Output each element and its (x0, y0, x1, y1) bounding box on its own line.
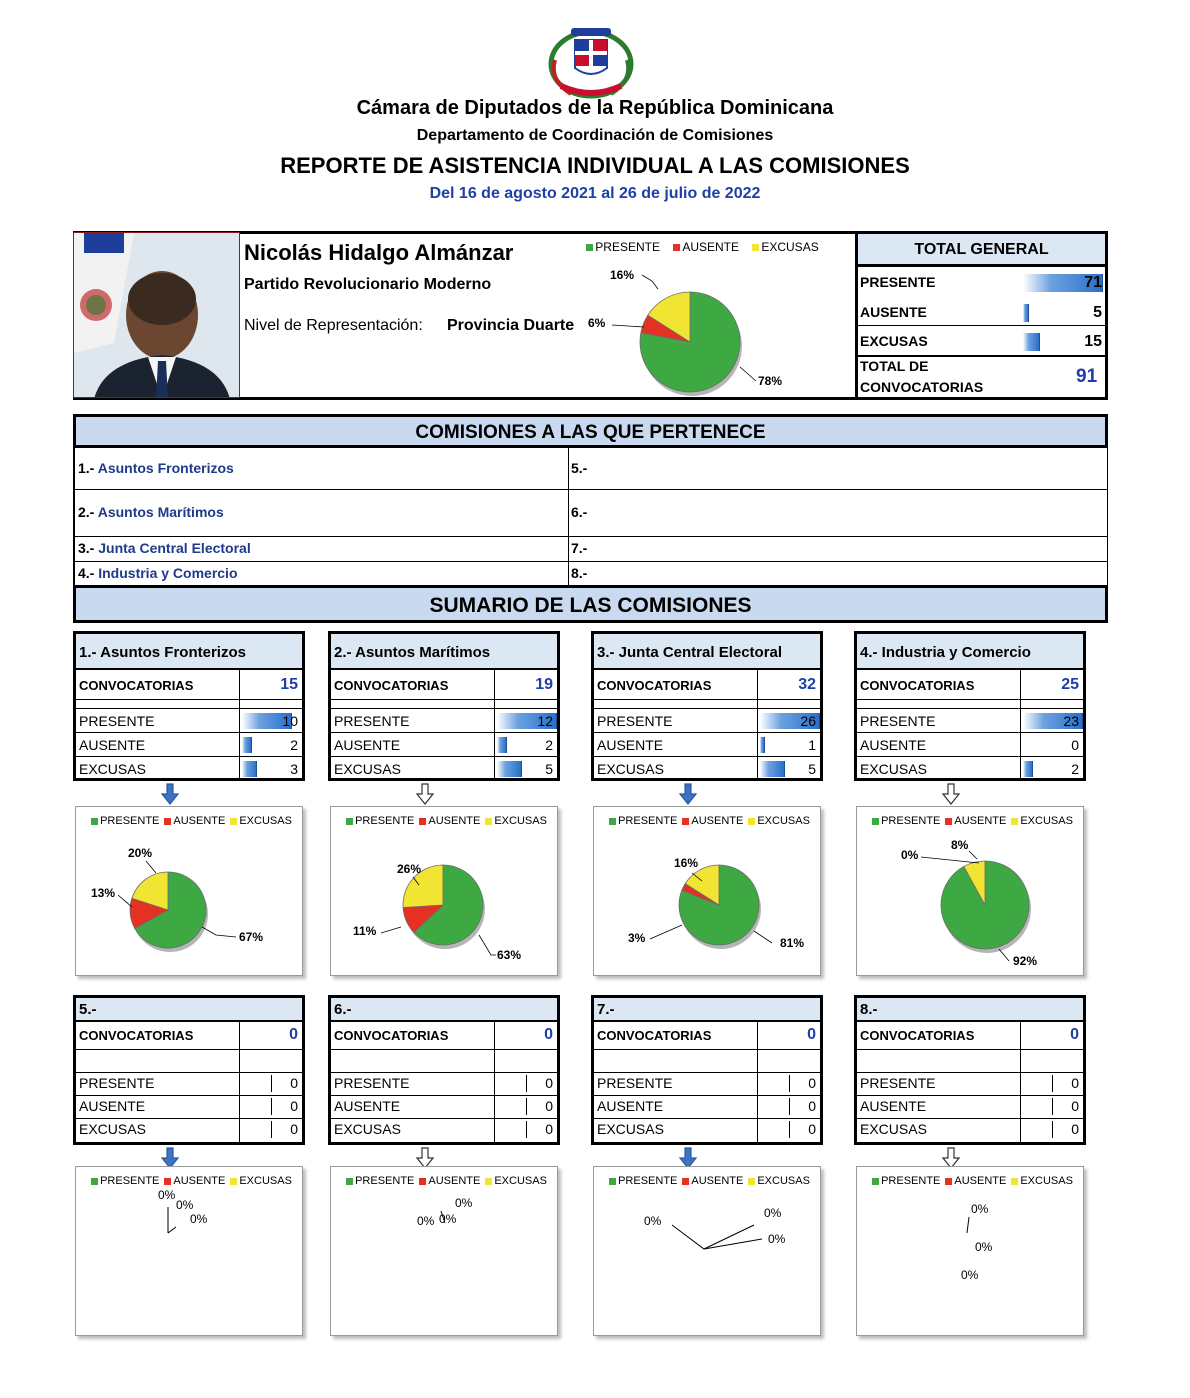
commission-pie-label-presente: 81% (780, 936, 805, 950)
legend-presente: PRESENTE (355, 1175, 415, 1187)
summary-header: SUMARIO DE LAS COMISIONES (73, 585, 1108, 623)
legend-presente: PRESENTE (595, 240, 660, 254)
presente-swatch (586, 244, 593, 251)
convocatorias-value: 15 (280, 676, 298, 693)
presente-value: 0 (808, 1075, 816, 1091)
down-arrow-icon (679, 783, 697, 805)
commission-card-title: 2.- Asuntos Marítimos (331, 634, 557, 670)
commission-card-6 (328, 995, 560, 1145)
excusas-value: 3 (290, 761, 298, 777)
zero-label: 0% (764, 1206, 782, 1220)
ausente-swatch (682, 818, 689, 825)
totals-label-excusas: EXCUSAS (860, 333, 928, 349)
legend-excusas: EXCUSAS (494, 815, 547, 827)
commission-pie-leader-excusas (146, 861, 156, 873)
main-chart-legend (560, 240, 840, 254)
commission-name: Industria y Comercio (98, 565, 238, 581)
ausente-label: AUSENTE (860, 737, 927, 753)
ausente-swatch (945, 818, 952, 825)
commission-pie-leader-presente (202, 927, 236, 937)
report-period: Del 16 de agosto 2021 al 26 de julio de 2022 (429, 185, 761, 202)
totals-bar-excusas (1023, 333, 1040, 351)
zero-label: 0% (961, 1268, 979, 1282)
ausente-value: 0 (808, 1098, 816, 1114)
commission-chart-1 (75, 806, 303, 976)
presente-swatch (346, 1178, 353, 1185)
ausente-swatch (164, 1178, 171, 1185)
commission-pie-label-excusas: 16% (674, 856, 699, 870)
legend-presente: PRESENTE (881, 1175, 941, 1187)
presente-swatch (609, 1178, 616, 1185)
presente-label: PRESENTE (334, 713, 410, 729)
commission-card-title: 3.- Junta Central Electoral (594, 634, 820, 670)
legend-ausente: AUSENTE (428, 1175, 481, 1187)
commission-pie-label-presente: 92% (1013, 954, 1038, 968)
commission-chart-7 (593, 1166, 821, 1336)
commission-empty-chart (331, 1187, 559, 1337)
convocatorias-value: 25 (1061, 676, 1079, 693)
chart-legend (76, 1175, 302, 1187)
commission-pie-leader-presente (479, 935, 496, 955)
ausente-label: AUSENTE (334, 1098, 401, 1114)
commission-pie-label-excusas: 8% (951, 838, 969, 852)
ausente-label: AUSENTE (597, 1098, 664, 1114)
chart-legend (331, 1175, 557, 1187)
excusas-value: 0 (1071, 1121, 1079, 1137)
commission-pie-label-presente: 67% (239, 930, 264, 944)
coat-of-arms-icon (545, 20, 637, 100)
ausente-label: AUSENTE (860, 1098, 927, 1114)
zero-label: 0% (439, 1212, 457, 1226)
totals-value-excusas: 15 (1084, 333, 1102, 350)
excusas-label: EXCUSAS (860, 1121, 927, 1137)
deputy-photo (73, 232, 240, 398)
excusas-swatch (752, 244, 759, 251)
legend-ausente: AUSENTE (691, 1175, 744, 1187)
zero-label: 0% (975, 1240, 993, 1254)
representation-value: Provincia Duarte (447, 317, 575, 334)
ausente-value: 1 (808, 737, 816, 753)
excusas-label: EXCUSAS (860, 761, 927, 777)
ausente-bar (526, 1098, 527, 1115)
excusas-label: EXCUSAS (79, 761, 146, 777)
zero-leader-line (704, 1239, 762, 1249)
commission-name: Asuntos Fronterizos (97, 460, 234, 476)
commission-name: Junta Central Electoral (98, 540, 251, 556)
excusas-value: 0 (545, 1121, 553, 1137)
excusas-value: 5 (808, 761, 816, 777)
zero-label: 0% (417, 1214, 435, 1228)
commission-card-title: 1.- Asuntos Fronterizos (76, 634, 302, 670)
legend-excusas: EXCUSAS (239, 1175, 292, 1187)
commission-item-2 (78, 504, 224, 520)
total-convocatorias-label-1: TOTAL DE (860, 358, 929, 374)
representation-label: Nivel de Representación: (244, 317, 423, 334)
convocatorias-label: CONVOCATORIAS (860, 1028, 975, 1043)
totals-bar-ausente (1023, 304, 1029, 322)
commission-item-3 (78, 540, 251, 556)
legend-excusas: EXCUSAS (239, 815, 292, 827)
commission-pie-leader-ausente (921, 857, 979, 863)
deputy-party: Partido Revolucionario Moderno (244, 276, 492, 293)
commission-item-6 (571, 504, 587, 520)
excusas-value: 0 (290, 1121, 298, 1137)
commission-card-3 (591, 631, 823, 781)
presente-label: PRESENTE (597, 1075, 673, 1091)
legend-ausente: AUSENTE (428, 815, 481, 827)
ausente-swatch (419, 818, 426, 825)
excusas-label: EXCUSAS (597, 1121, 664, 1137)
commissions-header: COMISIONES A LAS QUE PERTENECE (73, 414, 1108, 448)
zero-label: 0% (768, 1232, 786, 1246)
report-title: REPORTE DE ASISTENCIA INDIVIDUAL A LAS COMISIONES (280, 153, 910, 178)
legend-ausente: AUSENTE (954, 1175, 1007, 1187)
presente-swatch (872, 818, 879, 825)
convocatorias-label: CONVOCATORIAS (334, 1028, 449, 1043)
legend-presente: PRESENTE (100, 1175, 160, 1187)
presente-swatch (91, 1178, 98, 1185)
legend-excusas: EXCUSAS (757, 1175, 810, 1187)
commission-card-title: 8.- (857, 998, 1083, 1022)
presente-value: 10 (282, 713, 298, 729)
commission-item-8 (571, 565, 587, 581)
excusas-swatch (485, 1178, 492, 1185)
ausente-value: 2 (290, 737, 298, 753)
commission-item-1 (78, 460, 234, 476)
ausente-swatch (673, 244, 680, 251)
convocatorias-label: CONVOCATORIAS (597, 1028, 712, 1043)
main-pie-leader-excusas (642, 275, 658, 289)
commission-pie (331, 827, 559, 977)
chart-legend (331, 815, 557, 827)
presente-value: 0 (545, 1075, 553, 1091)
presente-swatch (609, 818, 616, 825)
commission-card-8 (854, 995, 1086, 1145)
commission-pie-label-excusas: 26% (397, 862, 422, 876)
chart-legend (594, 1175, 820, 1187)
ausente-bar (760, 737, 765, 753)
presente-bar (526, 1075, 527, 1092)
commission-pie-leader-ausente (118, 895, 132, 907)
legend-presente: PRESENTE (355, 815, 415, 827)
excusas-bar (1052, 1121, 1053, 1138)
commissions-list (73, 446, 1108, 586)
ausente-swatch (945, 1178, 952, 1185)
excusas-bar (526, 1121, 527, 1138)
convocatorias-label: CONVOCATORIAS (79, 1028, 194, 1043)
commission-number: 1.- (78, 460, 98, 476)
totals-value-presente: 71 (1084, 274, 1102, 291)
convocatorias-value: 0 (544, 1026, 553, 1043)
excusas-value: 2 (1071, 761, 1079, 777)
commission-number: 2.- (78, 504, 98, 520)
excusas-swatch (1011, 1178, 1018, 1185)
presente-value: 12 (537, 713, 553, 729)
zero-leader-line (672, 1225, 754, 1249)
commission-number: 5.- (571, 460, 588, 476)
presente-value: 26 (800, 713, 816, 729)
excusas-bar (1023, 761, 1033, 777)
commission-chart-8 (856, 1166, 1084, 1336)
ausente-swatch (682, 1178, 689, 1185)
down-arrow-icon (942, 783, 960, 805)
excusas-label: EXCUSAS (79, 1121, 146, 1137)
commission-card-5 (73, 995, 305, 1145)
commission-card-title: 6.- (331, 998, 557, 1022)
ausente-label: AUSENTE (597, 737, 664, 753)
excusas-value: 0 (808, 1121, 816, 1137)
chart-legend (594, 815, 820, 827)
zero-label: 0% (971, 1202, 989, 1216)
commission-chart-3 (593, 806, 821, 976)
main-pie-label-excusas: 16% (610, 268, 635, 282)
legend-presente: PRESENTE (618, 815, 678, 827)
zero-leader-line (168, 1227, 176, 1233)
totals-label-ausente: AUSENTE (860, 304, 927, 320)
commission-empty-chart (76, 1187, 304, 1337)
ausente-label: AUSENTE (79, 737, 146, 753)
presente-label: PRESENTE (334, 1075, 410, 1091)
presente-label: PRESENTE (860, 1075, 936, 1091)
legend-excusas: EXCUSAS (761, 240, 819, 254)
commission-pie-label-ausente: 11% (353, 924, 377, 938)
main-pie-label-presente: 78% (758, 374, 783, 388)
excusas-bar (789, 1121, 790, 1138)
convocatorias-label: CONVOCATORIAS (334, 678, 449, 693)
presente-label: PRESENTE (597, 713, 673, 729)
commission-chart-5 (75, 1166, 303, 1336)
commission-pie-label-ausente: 13% (91, 886, 116, 900)
presente-value: 0 (1071, 1075, 1079, 1091)
convocatorias-value: 32 (798, 676, 816, 693)
ausente-bar (1052, 1098, 1053, 1115)
commission-pie-label-ausente: 3% (628, 931, 646, 945)
total-convocatorias-value: 91 (1076, 366, 1098, 387)
commission-number: 6.- (571, 504, 588, 520)
legend-ausente: AUSENTE (691, 815, 744, 827)
excusas-swatch (748, 818, 755, 825)
chart-legend (857, 815, 1083, 827)
commission-item-7 (571, 540, 587, 556)
ausente-value: 0 (290, 1098, 298, 1114)
convocatorias-value: 0 (289, 1026, 298, 1043)
totals-value-ausente: 5 (1093, 304, 1102, 321)
commission-pie (76, 827, 304, 977)
legend-presente: PRESENTE (618, 1175, 678, 1187)
ausente-value: 0 (1071, 737, 1079, 753)
commission-pie-label-excusas: 20% (128, 846, 153, 860)
commission-chart-4 (856, 806, 1084, 976)
main-pie-label-ausente: 6% (588, 316, 606, 330)
excusas-bar (760, 761, 785, 777)
chart-legend (76, 815, 302, 827)
commission-number: 3.- (78, 540, 99, 556)
ausente-bar (497, 737, 507, 753)
commission-pie-label-presente: 63% (497, 948, 522, 962)
commission-card-2 (328, 631, 560, 781)
presente-bar (789, 1075, 790, 1092)
commission-pie-leader-presente (999, 949, 1009, 961)
excusas-bar (271, 1121, 272, 1138)
chamber-name: Cámara de Diputados de la República Dominicana (356, 97, 834, 119)
excusas-bar (242, 761, 257, 777)
legend-ausente: AUSENTE (173, 815, 226, 827)
convocatorias-label: CONVOCATORIAS (860, 678, 975, 693)
excusas-label: EXCUSAS (597, 761, 664, 777)
convocatorias-label: CONVOCATORIAS (79, 678, 194, 693)
commission-chart-2 (330, 806, 558, 976)
convocatorias-value: 0 (807, 1026, 816, 1043)
zero-leader-line (967, 1217, 969, 1233)
legend-ausente: AUSENTE (682, 240, 739, 254)
ausente-swatch (419, 1178, 426, 1185)
commission-card-title: 7.- (594, 998, 820, 1022)
commission-pie-label-ausente: 0% (901, 848, 919, 862)
commission-pie-leader-excusas (969, 851, 977, 859)
zero-label: 0% (158, 1188, 176, 1202)
commission-chart-6 (330, 1166, 558, 1336)
commission-item-5 (571, 460, 587, 476)
legend-presente: PRESENTE (881, 815, 941, 827)
convocatorias-value: 19 (535, 676, 553, 693)
commission-pie-leader-ausente (381, 927, 401, 933)
commission-card-4 (854, 631, 1086, 781)
main-pie-leader-presente (740, 367, 756, 381)
presente-bar (1052, 1075, 1053, 1092)
presente-label: PRESENTE (79, 1075, 155, 1091)
main-attendance-pie (560, 255, 850, 398)
legend-ausente: AUSENTE (173, 1175, 226, 1187)
commission-card-1 (73, 631, 305, 781)
excusas-label: EXCUSAS (334, 1121, 401, 1137)
legend-excusas: EXCUSAS (494, 1175, 547, 1187)
presente-swatch (91, 818, 98, 825)
commission-pie (594, 827, 822, 977)
commission-pie-leader-presente (754, 931, 772, 943)
zero-label: 0% (644, 1214, 662, 1228)
ausente-bar (789, 1098, 790, 1115)
presente-swatch (872, 1178, 879, 1185)
ausente-bar (271, 1098, 272, 1115)
ausente-bar (242, 737, 252, 753)
down-arrow-icon (161, 783, 179, 805)
ausente-value: 0 (545, 1098, 553, 1114)
ausente-label: AUSENTE (334, 737, 401, 753)
commission-number: 8.- (571, 565, 588, 581)
convocatorias-label: CONVOCATORIAS (597, 678, 712, 693)
totals-label-presente: PRESENTE (860, 274, 936, 290)
presente-label: PRESENTE (860, 713, 936, 729)
legend-excusas: EXCUSAS (1020, 1175, 1073, 1187)
excusas-swatch (230, 1178, 237, 1185)
totals-title: TOTAL GENERAL (858, 234, 1105, 267)
convocatorias-value: 0 (1070, 1026, 1079, 1043)
excusas-swatch (1011, 818, 1018, 825)
presente-bar (271, 1075, 272, 1092)
commission-card-7 (591, 995, 823, 1145)
legend-ausente: AUSENTE (954, 815, 1007, 827)
commission-empty-chart (857, 1187, 1085, 1337)
presente-swatch (346, 818, 353, 825)
presente-value: 23 (1063, 713, 1079, 729)
total-convocatorias-label-2: CONVOCATORIAS (860, 379, 984, 395)
commission-empty-chart (594, 1187, 822, 1337)
excusas-swatch (748, 1178, 755, 1185)
legend-excusas: EXCUSAS (757, 815, 810, 827)
ausente-value: 0 (1071, 1098, 1079, 1114)
ausente-value: 2 (545, 737, 553, 753)
legend-presente: PRESENTE (100, 815, 160, 827)
zero-label: 0% (176, 1198, 194, 1212)
legend-excusas: EXCUSAS (1020, 815, 1073, 827)
presente-label: PRESENTE (79, 713, 155, 729)
down-arrow-icon (416, 783, 434, 805)
chart-legend (857, 1175, 1083, 1187)
commission-number: 4.- (78, 565, 99, 581)
commission-pie-leader-ausente (650, 925, 682, 939)
department-name: Departamento de Coordinación de Comisiones (416, 127, 774, 144)
main-pie-leader-ausente (612, 325, 644, 327)
ausente-label: AUSENTE (79, 1098, 146, 1114)
commission-pie (857, 827, 1085, 977)
commission-name: Asuntos Marítimos (97, 504, 224, 520)
excusas-swatch (485, 818, 492, 825)
commission-item-4 (78, 565, 238, 581)
excusas-swatch (230, 818, 237, 825)
commission-number: 7.- (571, 540, 588, 556)
presente-value: 0 (290, 1075, 298, 1091)
zero-label: 0% (190, 1212, 208, 1226)
ausente-swatch (164, 818, 171, 825)
deputy-name: Nicolás Hidalgo Almánzar (244, 240, 514, 265)
commission-card-title: 4.- Industria y Comercio (857, 634, 1083, 670)
excusas-label: EXCUSAS (334, 761, 401, 777)
commission-card-title: 5.- (76, 998, 302, 1022)
excusas-bar (497, 761, 522, 777)
excusas-value: 5 (545, 761, 553, 777)
zero-label: 0% (455, 1196, 473, 1210)
